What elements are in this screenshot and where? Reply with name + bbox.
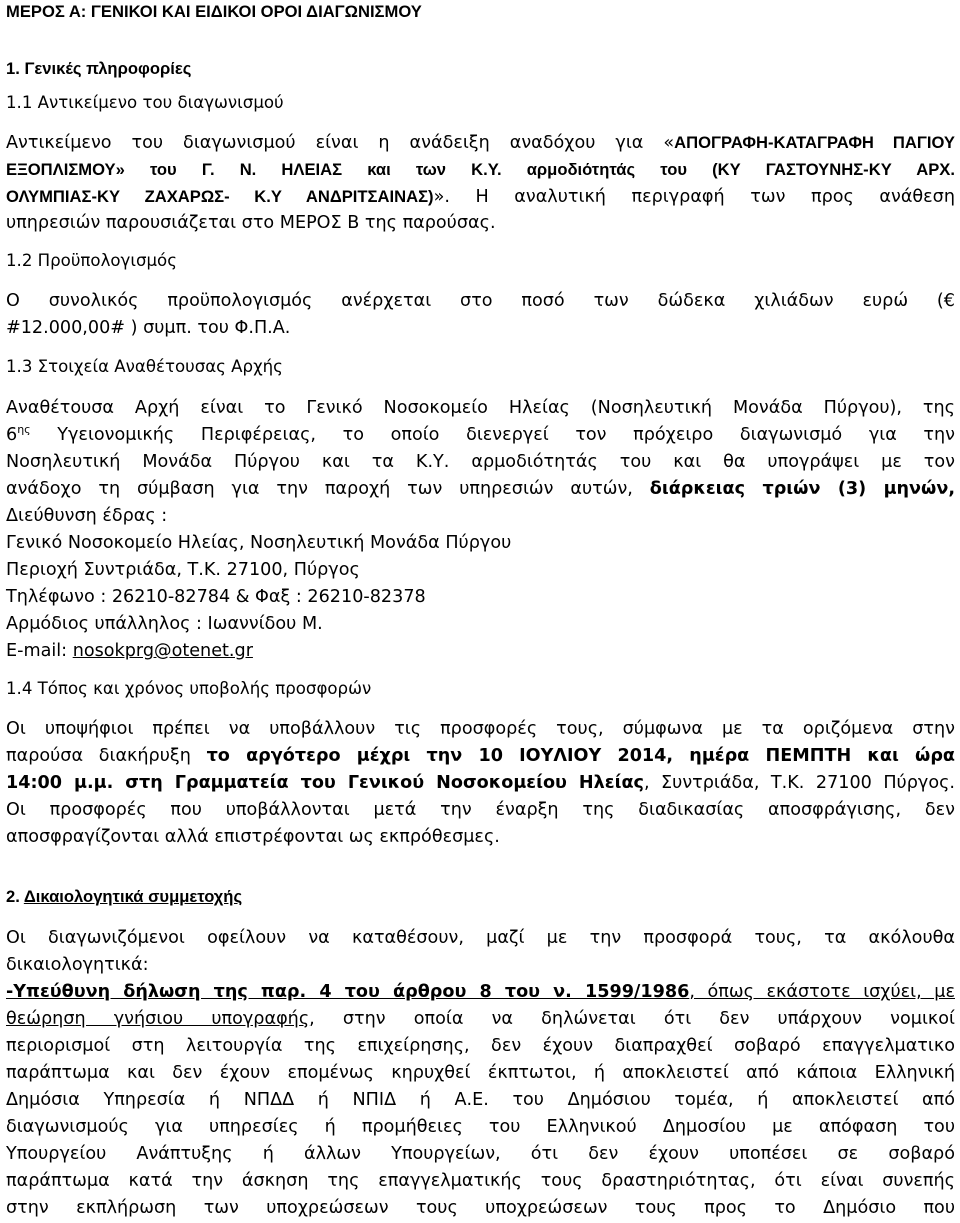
text-line: Αντικείμενο του διαγωνισμού είναι η ανάδειξη αναδόχου για «ΑΠΟΓΡΑΦΗ-ΚΑΤΑΓΡΑΦΗ ΠΑΓΙΟΥ: [6, 133, 955, 153]
text-line: δικαιολογητικά:: [6, 955, 149, 975]
text-line: παράπτωμα και δεν έχουν επομένως κηρυχθεί έκπτωτοι, ή αποκλειστεί από κάποια Ελληνική: [6, 1063, 955, 1083]
text-line: ΕΞΟΠΛΙΣΜΟΥ» του Γ. Ν. ΗΛΕΙΑΣ και των Κ.Υ. αρμοδιότητάς του (ΚΥ ΓΑΣΤΟΥΝΗΣ-ΚΥ ΑΡΧ.: [6, 160, 955, 179]
text-line: Τηλέφωνο : 26210-82784 & Φαξ : 26210-82378: [6, 587, 426, 607]
text-line: Διεύθυνση έδρας :: [6, 506, 168, 526]
text-line: Ο συνολικός προϋπολογισμός ανέρχεται στο ποσό των δώδεκα χιλιάδων ευρώ (€: [6, 291, 955, 311]
text-line: περιορισμοί στη λειτουργία της επιχείρησης, δεν έχουν διαπραχθεί σοβαρό επαγγελματικο: [6, 1036, 955, 1056]
email-link[interactable]: nosokprg@otenet.gr: [72, 641, 253, 661]
text-line: $6^{\eta\varsigma}$ Υγειονομικής Περιφέρειας, το οποίο διενεργεί τον πρόχειρο διαγωνισμό για την: [6, 423, 955, 445]
text-line: 14:00 μ.μ. στη Γραμματεία του Γενικού Νοσοκομείου Ηλείας, Συντριάδα, Τ.Κ. 27100 Πύργος.: [6, 773, 955, 793]
text-line: Οι προσφορές που υποβάλλονται μετά την έναρξη της διαδικασίας αποσφράγισης, δεν: [6, 800, 955, 820]
text-line: υπηρεσιών παρουσιάζεται στο ΜΕΡΟΣ Β της παρούσας.: [6, 213, 496, 233]
section-1-4-body: [6, 716, 955, 851]
text-line: στην εκπλήρωση των υποχρεώσεων τους υποχρεώσεων τους προς το Δημόσιο που: [6, 1198, 955, 1218]
text-line: Αρμόδιος υπάλληλος : Ιωαννίδου Μ.: [6, 614, 323, 634]
text-line: Περιοχή Συντριάδα, Τ.Κ. 27100, Πύργος: [6, 560, 360, 580]
section-1-3-body: [6, 395, 955, 665]
text-line: ΟΛΥΜΠΙΑΣ-ΚΥ ΖΑΧΑΡΩΣ- Κ.Υ ΑΝΔΡΙΤΣΑΙΝΑΣ)». Η αναλυτική περιγραφή των προς ανάθεση: [6, 187, 955, 207]
text-line: Αναθέτουσα Αρχή είναι το Γενικό Νοσοκομείο Ηλείας (Νοσηλευτική Μονάδα Πύργου), της: [6, 398, 955, 418]
text-line: Οι υποψήφιοι πρέπει να υποβάλλουν τις προσφορές τους, σύμφωνα με τα οριζόμενα στην: [6, 719, 955, 739]
section-1-4-heading: 1.4 Τόπος και χρόνος υποβολής προσφορών: [6, 679, 372, 698]
text-line: θεώρηση γνήσιου υπογραφής, στην οποία να δηλώνεται ότι δεν υπάρχουν νομικοί: [6, 1009, 955, 1029]
text-line: Γενικό Νοσοκομείο Ηλείας, Νοσηλευτική Μονάδα Πύργου: [6, 533, 512, 553]
text-line: ανάδοχο τη σύμβαση για την παροχή των υπηρεσιών αυτών, διάρκειας τριών (3) μηνών,: [6, 479, 955, 499]
text-line: παράπτωμα κατά την άσκηση της επαγγελματικής τους δραστηριότητας, ότι είναι συνεπής: [6, 1171, 955, 1191]
part-title: ΜΕΡΟΣ Α: ΓΕΝΙΚΟΙ ΚΑΙ ΕΙΔΙΚΟΙ ΟΡΟΙ ΔΙΑΓΩΝΙΣΜΟΥ: [6, 2, 422, 21]
section-1-3-heading: 1.3 Στοιχεία Αναθέτουσας Αρχής: [6, 357, 283, 376]
text-line: Δημόσια Υπηρεσία ή ΝΠΔΔ ή ΝΠΙΔ ή Α.Ε. του Δημόσιου τομέα, ή αποκλειστεί από: [6, 1090, 955, 1110]
section-2-body: [6, 925, 955, 1222]
section-1-2-body: [6, 288, 955, 342]
section-1-2-heading: 1.2 Προϋπολογισμός: [6, 251, 177, 270]
text-line: διαγωνισμούς για υπηρεσίες ή προμήθειες του Ελληνικού Δημοσίου με απόφαση του: [6, 1117, 955, 1137]
text-line: Νοσηλευτική Μονάδα Πύργου και τα Κ.Υ. αρμοδιότητάς του και θα υπογράψει με τον: [6, 452, 955, 472]
text-line: αποσφραγίζονται αλλά επιστρέφονται ως εκπρόθεσμες.: [6, 827, 500, 847]
section-1-1-heading: 1.1 Αντικείμενο του διαγωνισμού: [6, 93, 284, 112]
text-line: Οι διαγωνιζόμενοι οφείλουν να καταθέσουν, μαζί με την προσφορά τους, τα ακόλουθα: [6, 928, 955, 948]
text-line: παρούσα διακήρυξη το αργότερο μέχρι την 10 ΙΟΥΛΙΟΥ 2014, ημέρα ΠΕΜΠΤΗ και ώρα: [6, 746, 956, 766]
text-line: E-mail: nosokprg@otenet.gr: [6, 641, 253, 661]
section-2-heading: 2. Δικαιολογητικά συμμετοχής: [6, 887, 243, 906]
section-1-heading: 1. Γενικές πληροφορίες: [6, 59, 192, 78]
section-1-1-body: [6, 129, 955, 237]
text-line: -Υπεύθυνη δήλωση της παρ. 4 του άρθρου 8 του ν. 1599/1986, όπως εκάστοτε ισχύει, με: [6, 982, 955, 1002]
text-line: #12.000,00# ) συμπ. του Φ.Π.Α.: [6, 318, 291, 338]
text-line: Υπουργείου Ανάπτυξης ή άλλων Υπουργείων, ότι δεν έχουν υποπέσει σε σοβαρό: [6, 1144, 955, 1164]
